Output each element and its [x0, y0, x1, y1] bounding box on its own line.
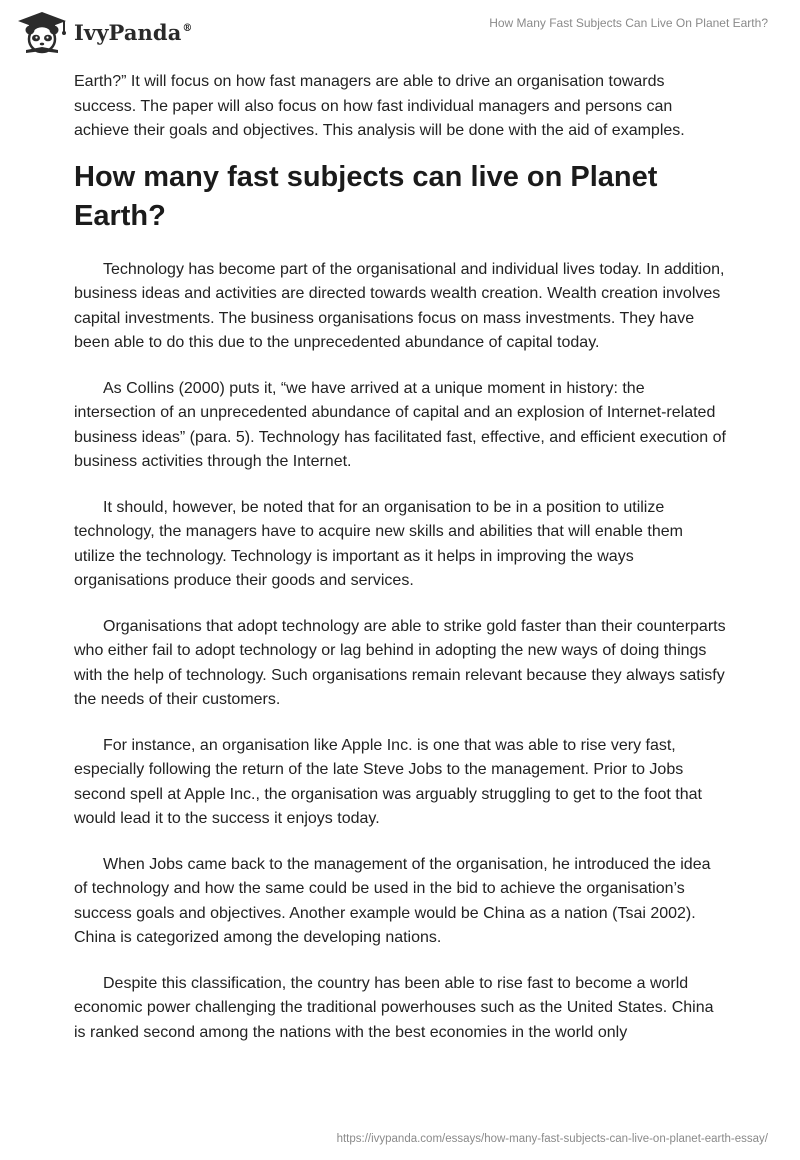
panda-graduate-icon — [14, 10, 70, 54]
brand-name: IvyPanda® — [74, 19, 193, 45]
body-paragraph-6: When Jobs came back to the management of the organisation, he introduced the idea of technology and how the same could be used in the bid to achieve the organisation’s success goals and objectives. Another example would be China as a nation (Tsai 2002). China is categorized among the developing nations. — [74, 855, 711, 946]
document-title: How Many Fast Subjects Can Live On Planet Earth? — [489, 16, 768, 30]
body-paragraph-5: For instance, an organisation like Apple Inc. is one that was able to rise very fast, especially following the return of the late Steve Jobs to the management. Prior to Jobs second spell at Apple Inc., the organisation was arguably struggling to get to the foot that would lead it to the success it enjoys today. — [74, 736, 702, 827]
intro-paragraph: Earth?” It will focus on how fast managers are able to drive an organisation towards success. The paper will also focus on how fast individual managers and persons can achieve their goals and objectives. This analysis will be done with the aid of examples. — [74, 73, 685, 139]
page-header — [0, 0, 800, 70]
section-heading: How many fast subjects can live on Planet Earth? — [74, 160, 658, 232]
brand-logo[interactable] — [14, 10, 193, 54]
body-paragraph-1: Technology has become part of the organisational and individual lives today. In addition, business ideas and activities are directed towards wealth creation. Wealth creation involves capital investments. The business organisations focus on mass investments. They have been able to do this due to the unprecedented abundance of capital today. — [74, 260, 725, 351]
source-url[interactable]: https://ivypanda.com/essays/how-many-fast-subjects-can-live-on-planet-earth-essay/ — [336, 1133, 768, 1145]
body-paragraph-2: As Collins (2000) puts it, “we have arrived at a unique moment in history: the intersection of an unprecedented abundance of capital and an explosion of Internet-related business ideas” (para. 5). Technology has facilitated fast, effective, and efficient execution of business activities through the Internet. — [74, 379, 726, 470]
essay-body — [74, 70, 728, 1045]
body-paragraph-4: Organisations that adopt technology are able to strike gold faster than their counterparts who either fail to adopt technology or lag behind in adopting the new ways of doing things with the help of technology. Such organisations remain relevant because they always satisfy the needs of their customers. — [74, 617, 726, 708]
body-paragraph-7: Despite this classification, the country has been able to rise fast to become a world economic power challenging the traditional powerhouses such as the United States. China is ranked second among the nations with the best economies in the world only — [74, 974, 714, 1041]
body-paragraph-3: It should, however, be noted that for an organisation to be in a position to utilize technology, the managers have to acquire new skills and abilities that will enable them utilize the technology. Technology is important as it helps in improving the ways organisations produce their goods and services. — [74, 498, 683, 589]
